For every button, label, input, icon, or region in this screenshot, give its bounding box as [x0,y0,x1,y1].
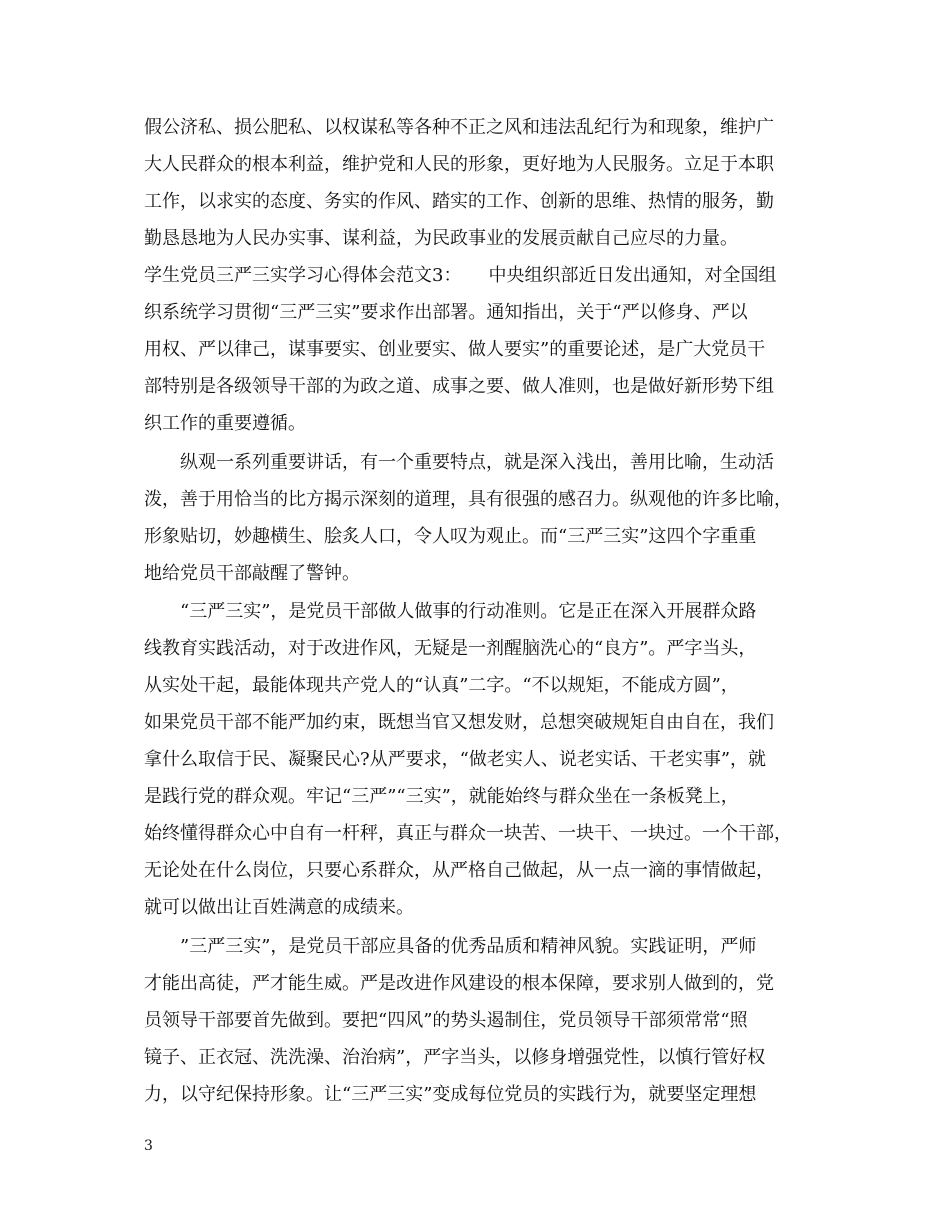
text-line: 泼，善于用恰当的比方揭示深刻的道理，具有很强的感召力。纵观他的许多比喻， [144,489,792,510]
text-line: 镜子、正衣冠、洗洗澡、治治病”，严字当头，以修身增强党性，以慎行管好权 [144,1047,766,1068]
text-line: ”三严三实”，是党员干部应具备的优秀品质和精神风貌。实践证明，严师 [144,936,757,957]
text-line: 从实处干起，最能体现共产党人的“认真”二字。“不以规矩，不能成方圆”， [144,675,739,696]
text-line: 织工作的重要遵循。 [144,413,306,434]
text-line: 用权、严以律己，谋事要实、创业要实、做人要实”的重要论述，是广大党员干 [144,339,766,360]
text-line: 线教育实践活动，对于改进作风，无疑是一剂醒脑洗心的“良方”。严字当头， [144,638,757,659]
text-line: 拿什么取信于民、凝聚民心?从严要求，“做老实人、说老实话、干老实事”，就 [144,749,767,770]
text-line: 大人民群众的根本利益，维护党和人民的形象，更好地为人民服务。立足于本职 [144,154,774,175]
text-line: 部特别是各级领导干部的为政之道、成事之要、做人准则，也是做好新形势下组 [144,376,774,397]
page-number: 3 [144,1138,153,1154]
text-line: 纵观一系列重要讲话，有一个重要特点，就是深入浅出，善用比喻，生动活 [144,452,774,473]
text-line: 形象贴切，妙趣横生、脍炙人口，令人叹为观止。而“三严三实”这四个字重重 [144,526,757,547]
text-line: 工作，以求实的态度、务实的作风、踏实的工作、创新的思维、热情的服务，勤 [144,191,774,212]
text-line: 学生党员三严三实学习心得体会范文3： 中央组织部近日发出通知，对全国组 [144,265,777,286]
text-line: 就可以做出让百姓满意的成绩来。 [144,897,414,918]
text-line: 才能出高徒，严才能生威。严是改进作风建设的根本保障，要求别人做到的，党 [144,973,774,994]
text-line: 员领导干部要首先做到。要把“四风”的势头遏制住，党员领导干部须常常“照 [144,1010,748,1031]
text-line: 假公济私、损公肥私、以权谋私等各种不正之风和违法乱纪行为和现象，维护广 [144,117,774,138]
text-line: 力，以守纪保持形象。让“三严三实”变成每位党员的实践行为，就要坚定理想 [144,1084,757,1105]
text-line: 无论处在什么岗位，只要心系群众，从严格自己做起，从一点一滴的事情做起， [144,860,774,881]
text-line: 始终懂得群众心中自有一杆秤，真正与群众一块苦、一块干、一块过。一个干部， [144,823,792,844]
text-line: 是践行党的群众观。牢记“三严”“三实”，就能始终与群众坐在一条板凳上， [144,786,739,807]
text-line: “三严三实”，是党员干部做人做事的行动准则。它是正在深入开展群众路 [144,601,757,622]
text-line: 勤恳恳地为人民办实事、谋利益，为民政事业的发展贡献自己应尽的力量。 [144,228,738,249]
text-line: 地给党员干部敲醒了警钟。 [144,563,360,584]
text-line: 如果党员干部不能严加约束，既想当官又想发财，总想突破规矩自由自在，我们 [144,712,774,733]
text-line: 织系统学习贯彻“三严三实”要求作出部署。通知指出，关于“严以修身、严以 [144,302,748,323]
